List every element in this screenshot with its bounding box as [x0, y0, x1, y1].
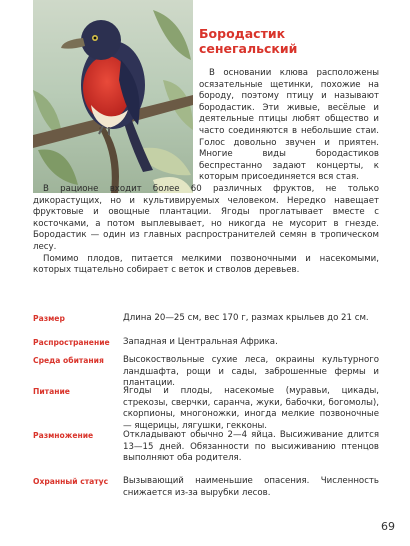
- fact-value: Западная и Центральная Африка.: [123, 337, 278, 347]
- body-text: [33, 184, 379, 277]
- fact-label: Размножение: [33, 431, 94, 440]
- title-line-2: сенегальский: [199, 41, 298, 56]
- fact-row-diet: [33, 386, 379, 430]
- barbet-painting: [33, 0, 193, 193]
- fact-value: Откладывают обычно 2—4 яйца. Высиживание длится 13—15 дней. Обязанности по высиживанию птенцов выполняют оба родителя.: [123, 430, 379, 464]
- fact-value: Высокоствольные сухие леса, окраины культурного ландшафта, рощи и сады, заброшенные фермы и плантации.: [123, 355, 379, 389]
- fact-label: Распространение: [33, 338, 110, 347]
- fact-label: Размер: [33, 314, 65, 323]
- diet-paragraph: В рационе входит более 60 различных фруктов, не только дикорастущих, но и культивируемых человеком. Нередко навещает фруктовые и овощные плантации. Ягоды проглатывает вместе с косточками, а потом выплевывает, но никогда не мусорит в гнезде. Бородастик — один из главных распространителей семян в тропическом лесу.: [33, 184, 379, 252]
- fact-value: Длина 20—25 см, вес 170 г, размах крыльев до 21 см.: [123, 313, 369, 323]
- lead-paragraph: В основании клюва расположены осязательные щетинки, похожие на бороду, поэтому птицу и называют бородастик. Эти живые, весёлые и деятельные птицы любят общество и часто соединяются в небольшие стаи. Голос довольно звучен и приятен. Многие виды бородастиков беспрестанно задают концерты, к которым присоединяется вся стая.: [199, 68, 379, 183]
- fact-table: [33, 313, 379, 500]
- fact-value: Вызывающий наименьшие опасения. Численность снижается из-за вырубки лесов.: [123, 476, 379, 498]
- page-number: 69: [381, 520, 395, 533]
- article-title: [199, 26, 379, 56]
- feeding-paragraph: Помимо плодов, питается мелкими позвоночными и насекомыми, которых тщательно собирает с веток и стволов деревьев.: [33, 253, 379, 276]
- fact-row-breeding: [33, 430, 379, 476]
- bird-illustration: [33, 0, 193, 193]
- title-line-1: Бородастик: [199, 26, 286, 41]
- fact-row-size: [33, 313, 379, 337]
- fact-label: Среда обитания: [33, 356, 104, 365]
- fact-row-status: [33, 476, 379, 500]
- fact-value: Ягоды и плоды, насекомые (муравьи, цикады, стрекозы, сверчки, саранча, жуки, бабочки, богомолы), скорпионы, многоножки, иногда мелкие позвоночные — ящерицы, лягушки, гекконы.: [123, 386, 379, 431]
- fact-row-habitat: [33, 355, 379, 389]
- fact-label: Питание: [33, 387, 70, 396]
- fact-row-range: [33, 337, 379, 355]
- fact-label: Охранный статус: [33, 477, 109, 486]
